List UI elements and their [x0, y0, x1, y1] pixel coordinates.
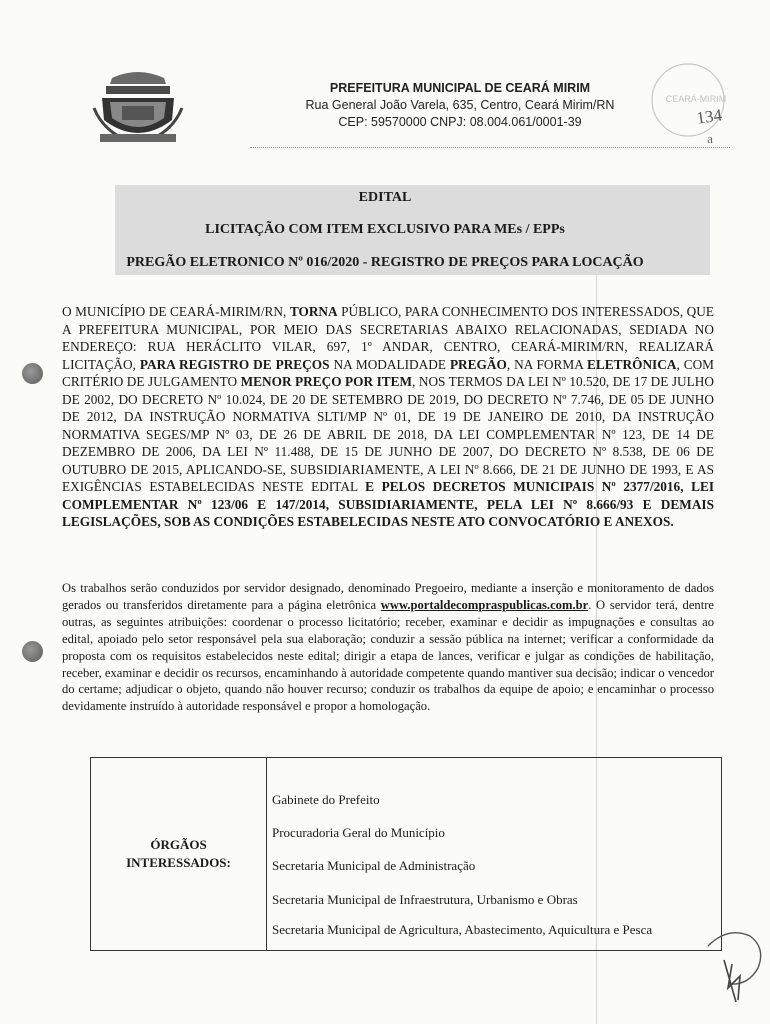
text-run: , NA FORMA — [506, 356, 588, 372]
text-run: O MUNICÍPIO DE CEARÁ-MIRIM/RN, — [62, 304, 290, 319]
punch-hole-icon — [22, 363, 43, 384]
organization-contact: CEP: 59570000 CNPJ: 08.004.061/0001-39 — [338, 115, 582, 129]
text-run: . O servidor terá, dentre outras, as seguintes atribuições: coordenar o processo licitatório; receber, examinar e decidir as impugnações e consultas ao edital, apoiado pelo setor responsável pela sua elaboração; conduzir a sessão pública na internet; verificar a conformidade da proposta com os requisitos estabelecidos neste edital; dirigir a etapa de lances, verificar e julgar as condições de habilitação, receber, examinar e decidir os recursos, encaminhando à autoridade competente quando mantiver sua decisão; indicar o vencedor do certame; adjudicar o objeto, quando não houver recurso; conduzir os trabalhos da equipe de apoio; e encaminhar o processo devidamente instruído à autoridade responsável e propor a homologação. — [62, 597, 715, 714]
interested-bodies-table — [90, 757, 722, 951]
table-item: Secretaria Municipal de Agricultura, Abastecimento, Aquicultura e Pesca — [272, 922, 653, 937]
text-run-bold: E PELOS DECRETOS MUNICIPAIS Nº 2377/2016, LEI COMPLEMENTAR Nº 123/06 E 147/2014, SUBSIDIARIAMENTE, PELA LEI Nº 8.666/93 E DEMAIS LEGISLAÇÕES, SOB AS CONDIÇÕES ESTABELECIDAS NESTE ATO CONVOCATÓRIO E ANEXOS. — [62, 479, 714, 529]
letterhead — [250, 80, 670, 131]
punch-hole-icon — [22, 641, 43, 662]
header-divider — [250, 147, 730, 148]
portal-link[interactable]: www.portaldecompraspublicas.com.br — [380, 597, 589, 612]
table-column-divider — [266, 758, 267, 950]
svg-text:CEARÁ-MIRIM: CEARÁ-MIRIM — [665, 94, 727, 104]
table-item: Secretaria Municipal de Infraestrutura, Urbanismo e Obras — [272, 892, 578, 907]
text-run-bold: ELETRÔNICA — [587, 356, 677, 372]
text-run: , NOS TERMOS DA LEI Nº 10.520, DE 17 DE JULHO DE 2002, DO DECRETO Nº 10.024, DE 20 DE SETEMBRO DE 2019, DO DECRETO Nº 7.746, DE 05 DE JUNHO DE 2012, DA INSTRUÇÃO NORMATIVA SLTI/MP Nº 01, DE 19 DE JANEIRO DE 2010, DA INSTRUÇÃO NORMATIVA SEGES/MP Nº 03, DE 26 DE ABRIL DE 2018, DA LEI COMPLEMENTAR Nº 123, DE 14 DE DEZEMBRO DE 2006, DA LEI Nº 11.488, DE 15 DE JUNHO DE 2007, DO DECRETO Nº 8.538, DE 06 DE OUTUBRO DE 2015, APLICANDO-SE, SUBSIDIARIAMENTE, A LEI Nº 8.666, DE 21 DE JUNHO DE 1993, E AS EXIGÊNCIAS ESTABELECIDAS NESTE EDITAL — [62, 374, 714, 494]
text-run: , COM CRITÉRIO DE JULGAMENTO — [62, 356, 715, 389]
text-run: Os trabalhos serão conduzidos por servidor designado, denominado Pregoeiro, mediante a inserção e monitoramento de dados gerados ou transferidos diretamente para a página eletrônica — [62, 581, 714, 612]
intro-paragraph — [62, 303, 714, 531]
table-item: Secretaria Municipal de Administração — [272, 858, 476, 873]
text-run-bold: PREGÃO — [449, 356, 507, 372]
organization-name: PREFEITURA MUNICIPAL DE CEARÁ MIRIM — [329, 81, 591, 95]
page-number-stamp-icon — [630, 62, 734, 146]
text-run-bold: MENOR PREÇO POR ITEM — [240, 374, 413, 389]
table-item: Gabinete do Prefeito — [272, 792, 380, 807]
table-label-line: ÓRGÃOS — [150, 837, 207, 852]
table-item: Procuradoria Geral do Município — [272, 825, 445, 840]
svg-text:134: 134 — [695, 105, 724, 128]
organization-address: Rua General João Varela, 635, Centro, Ceará Mirim/RN — [305, 98, 615, 112]
text-run: PÚBLICO, PARA CONHECIMENTO DOS INTERESSADOS, QUE A PREFEITURA MUNICIPAL, POR MEIO DAS SECRETARIAS ABAIXO RELACIONADAS, SEDIADA NO ENDEREÇO: RUA HERÁCLITO VILAR, 697, 1º ANDAR, CENTRO, CEARÁ-MIRIM/RN, REALIZARÁ LICITAÇÃO, — [62, 304, 714, 372]
municipal-crest-icon — [92, 68, 184, 146]
text-run-bold: PARA REGISTRO DE PREÇOS — [139, 356, 330, 372]
document-title: EDITAL — [358, 190, 412, 205]
text-run-bold: TORNA — [289, 304, 338, 319]
table-label — [91, 836, 266, 872]
svg-text:a: a — [707, 131, 713, 146]
handwritten-signature-icon — [688, 916, 768, 1006]
document-process-title: PREGÃO ELETRONICO Nº 016/2020 - REGISTRO DE PREÇOS PARA LOCAÇÃO — [126, 255, 644, 270]
text-run: NA MODALIDADE — [329, 356, 450, 372]
table-label-line: INTERESSADOS: — [126, 855, 231, 870]
document-subtitle: LICITAÇÃO COM ITEM EXCLUSIVO PARA MEs / EPPs — [205, 222, 565, 237]
procedure-paragraph — [62, 580, 714, 715]
